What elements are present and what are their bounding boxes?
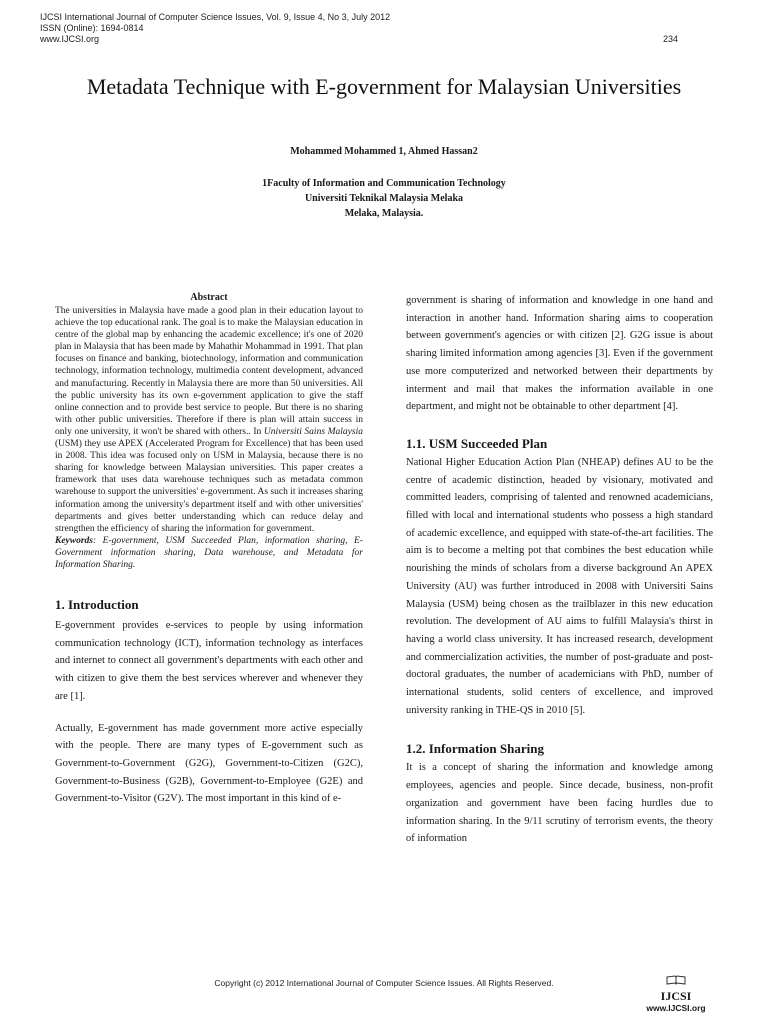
paper-title: Metadata Technique with E-government for Malaysian Universities [86,74,682,99]
ijcsi-logo [636,972,716,1013]
affiliation-line: 1Faculty of Information and Communication Technology [262,178,506,189]
keywords: Keywords: E-government, USM Succeeded Plan, information sharing, E-Government information sharing, Data warehouse, and Metadata for Information Sharing. [55,535,363,570]
affiliation-line: Universiti Teknikal Malaysia Melaka [304,193,464,204]
usm-paragraph: National Higher Education Action Plan (NHEAP) defines AU to be the centre of academic distinction, headed by visionary, motivated and committed leaders, comprising of talented and renowned academicians, filled with local and international students who possess a high standard of academic excellence, and equipped with state-of-the-art facilities. The aim is to become a melting pot that combines the best education while nourishing the minds of scholars from a diverse background An APEX University (AU) was further introduced in 2008 with Universiti Sains Malaysia (USM) being chosen as the trailblazer in this new education revolution. The development of AU aims to fulfill Malaysia's thirst in having a world class university. It has increased research, development and commercialization activities, the number of post-graduate and post-doctoral graduates, the number of academicians with PhD, number of international students, solid centers of excellence, and improved university ranking in THE-QS in 2010 [5]. [406,456,713,716]
journal-url[interactable]: www.IJCSI.org [40,34,100,44]
issn-line: ISSN (Online): 1694-0814 [40,23,144,33]
keywords-label: Keywords [55,535,93,546]
page-number: 234 [662,34,678,44]
logo-url[interactable]: www.IJCSI.org [646,1003,706,1013]
body-paragraph: government is sharing of information and knowledge in one hand and interaction in another hand. Information sharing aims to cooperation between government's agencies or with citizen [2]. G2G issue is about sharing limited information among agencies [3]. Even if the government use more computerized and networked between their departments by interment and mail that makes the information available in one department, and might not be obtainable to other department [4]. [406,295,713,413]
left-column [55,292,363,808]
affiliation-line: Melaka, Malaysia. [344,208,424,219]
logo-text: IJCSI [660,989,692,1003]
book-icon [666,975,686,985]
authors: Mohammed Mohammed 1, Ahmed Hassan2 [290,146,478,157]
intro-paragraph: E-government provides e-services to people by using information communication technology (ICT), information technology as interfaces and internet to connect all government's departments with each other and with citizen to give them the best services wherever and whenever they are [1]. [55,620,363,702]
info-paragraph: It is a concept of sharing the information and knowledge among employees, agencies and people. Since decade, business, non-profit organization and government have been facing hurdles due to information sharing. In the 9/11 scrutiny of terrorism events, the theory of information [406,762,713,845]
copyright-footer: Copyright (c) 2012 International Journal of Computer Science Issues. All Rights Reserved. [214,978,554,988]
section-heading-usm: 1.1. USM Succeeded Plan [406,435,548,451]
journal-header: IJCSI International Journal of Computer Science Issues, Vol. 9, Issue 4, No 3, July 2012 [40,12,391,22]
section-heading-information-sharing: 1.2. Information Sharing [406,741,544,757]
section-heading-introduction: 1. Introduction [55,597,139,613]
abstract-heading: Abstract [190,292,228,303]
intro-paragraph: Actually, E-government has made government more active especially with the people. There are many types of E-government such as Government-to-Government (G2G), Government-to-Citizen (G2C), Government-to-Business (G2B), Government-to-Employee (G2E) and Government-to-Visitor (G2V). The most important in this kind of e- [55,722,363,805]
right-column [406,292,713,848]
abstract-text: The universities in Malaysia have made a good plan in their education layout to achieve the top educational rank. The goal is to make the Malaysian education in centre of the global map by enhancing the academic excellence; it's one of 2020 plan in Malaysia that has been made by Mahathir Mohammad in 1991. That plan focuses on finance and banking, biotechnology, information and communication technology, information technology, multimedia content development, advanced and manufacturing. Recently in Malaysia there are more than 50 universities. All the public university has its own e-government application to give the staff online connection and to provide best service to people. But there is no sharing with other public universities. Therefore if there is plan will attain success in only one university, it won't be shared with others.. In Universiti Sains Malaysia (USM) they use APEX (Accelerated Program for Excellence) that has been used in 2008. This idea was focused only on USM in Malaysia, because there is no sharing for knowledge between Malaysian universities. This paper creates a framework that uses data warehouse techniques such as metadata common warehouse to support the universities' e-government. As such it increases sharing information among the university's department itself and with other universities' departments and gives better understanding which can reduce delay and strengthen the efficiency of sharing the information for government. [55,306,364,534]
affiliation [60,176,708,221]
